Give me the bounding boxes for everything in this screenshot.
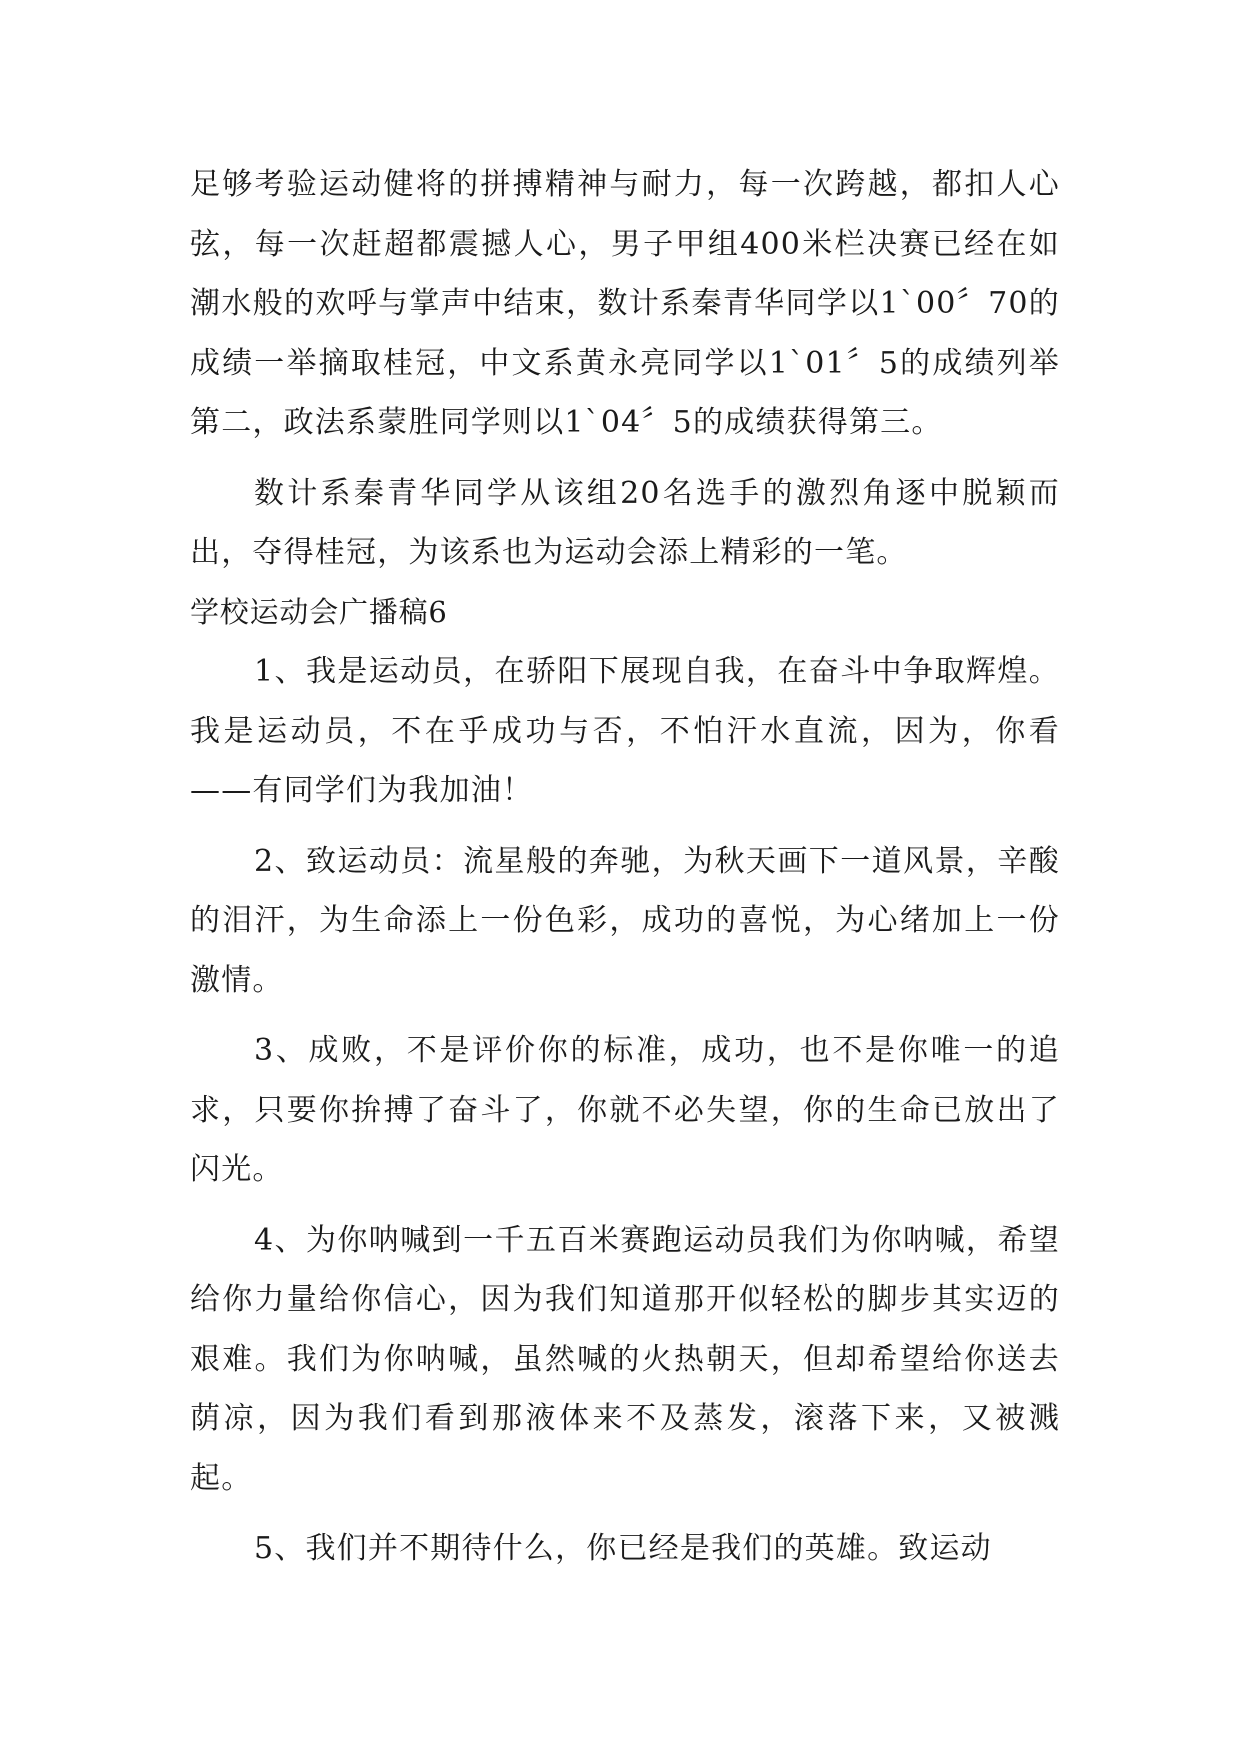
numbered-item: 4、为你呐喊到一千五百米赛跑运动员我们为你呐喊，希望给你力量给你信心，因为我们知道那开似轻松的脚步其实迈的艰难。我们为你呐喊，虽然喊的火热朝天，但却希望给你送去荫凉，因为我们看到那液体来不及蒸发，滚落下来，又被溅起。 (190, 1222, 1060, 1496)
body-paragraph: 足够考验运动健将的拼搏精神与耐力，每一次跨越，都扣人心弦，每一次赶超都震撼人心，男子甲组400米栏决赛已经在如潮水般的欢呼与掌声中结束，数计系秦青华同学以1`00〞70的成绩一举摘取桂冠，中文系黄永亮同学以1`01〞5的成绩列举第二，政法系蒙胜同学则以1`04〞5的成绩获得第三。 (190, 167, 1060, 440)
body-paragraph: 数计系秦青华同学从该组20名选手的激烈角逐中脱颖而出，夺得桂冠，为该系也为运动会添上精彩的一笔。 (190, 475, 1060, 570)
numbered-item: 3、成败，不是评价你的标准，成功，也不是你唯一的追求，只要你拚搏了奋斗了，你就不必失望，你的生命已放出了闪光。 (190, 1033, 1060, 1187)
numbered-item: 1、我是运动员，在骄阳下展现自我，在奋斗中争取辉煌。我是运动员，不在乎成功与否，不怕汗水直流，因为，你看——有同学们为我加油！ (190, 654, 1060, 808)
section-heading: 学校运动会广播稿6 (190, 594, 448, 629)
numbered-item: 2、致运动员：流星般的奔驰，为秋天画下一道风景，辛酸的泪汗，为生命添上一份色彩，成功的喜悦，为心绪加上一份激情。 (190, 843, 1060, 998)
document-page (190, 155, 1060, 1579)
numbered-item: 5、我们并不期待什么，你已经是我们的英雄。致运动 (254, 1531, 992, 1566)
